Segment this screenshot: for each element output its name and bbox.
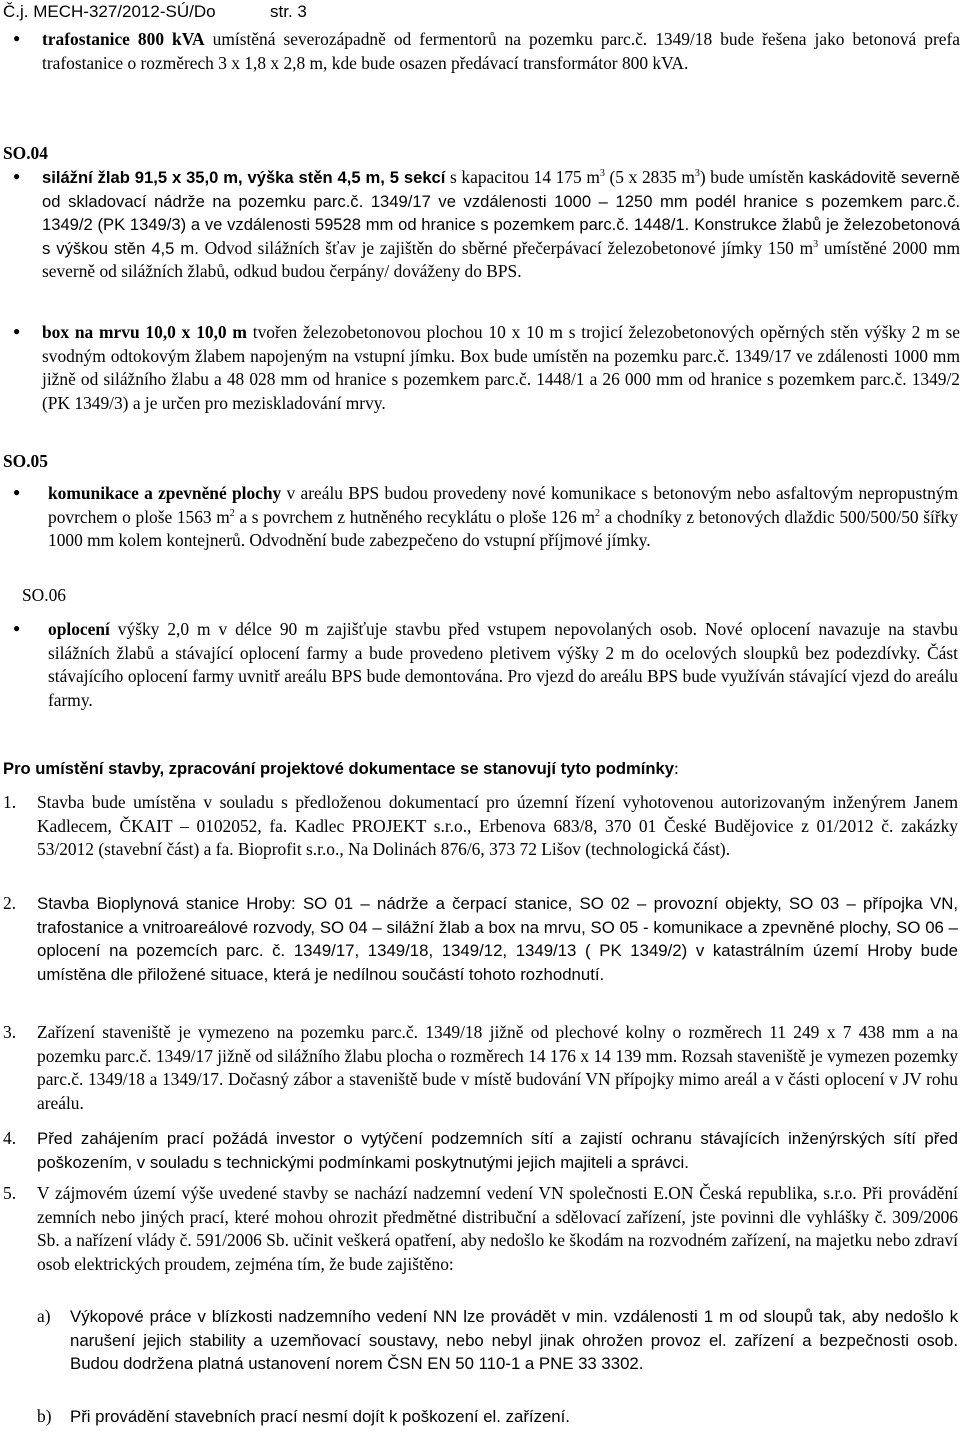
page-number: str. 3 xyxy=(270,2,307,21)
item-body: s kapacitou 14 175 m xyxy=(445,167,600,187)
condition-subitem-letter: a) xyxy=(37,1306,51,1326)
item-komunikace xyxy=(48,482,958,553)
condition-subitem-text: Výkopové práce v blízkosti nadzemního vedení NN lze provádět v min. vzdálenosti 1 m od sloupů tak, aby nedošlo k narušení jejich stability a uzemňovací soustavy, nebo nebyl jinak ohrožen provoz el. zařízení a bezpečnosti osob. Budou dodržena platná ustanovení norem ČSN EN 50 110-1 a PNE 33 3302. xyxy=(70,1307,958,1373)
item-body-sans: kaskádovitě severně od skladovací nádrže na pozemku parc.č. 1349/17 ve vzdálenosti 1000 – 1250 mm podél hranice s pozemkem parc.č. 1349/2 (PK 1349/3) a ve vzdálenosti 59528 mm od hranice s pozemkem parc.č. 1448/1. Konstrukce žlabů je železobetonová s výškou stěn 4,5 m. xyxy=(42,168,960,258)
superscript: 3 xyxy=(694,168,700,179)
conditions-heading-text: Pro umístění stavby, zpracování projektové dokumentace se stanovují tyto podmínky xyxy=(3,759,674,778)
condition-subitem-text: Při provádění stavebních prací nesmí dojít k poškození el. zařízení. xyxy=(70,1407,570,1426)
item-body: ) bude umístěn xyxy=(699,167,804,187)
conditions-heading-colon: : xyxy=(674,758,679,778)
condition-number: 2. xyxy=(3,893,17,913)
bullet-icon: ● xyxy=(13,31,21,45)
condition-number: 3. xyxy=(3,1022,17,1042)
item-body: tvořen železobetonovou plochou 10 x 10 m s trojicí železobetonových opěrných stěn výšky 2 m se svodným odtokovým žlabem napojeným na vstupní jímku. Box bude umístěn na pozemku parc.č. 1349/17 ve zdálenosti 1000 mm jižně od silážního žlabu a 48 028 mm od hranice s pozemkem parc.č. 1448/1 a 26 000 mm od hranice s pozemkem parc.č. 1349/2 (PK 1349/3) a je určen pro meziskladování mrvy. xyxy=(42,322,960,413)
item-body: a chodníky z betonových dlaždic 500/500/50 šířky 1000 mm kolem kontejnerů. Odvodnění bude zabezpečeno do vstupní příjmové jímky. xyxy=(48,506,959,550)
item-title: box na mrvu 10,0 x 10,0 m xyxy=(42,322,247,342)
condition-text: V zájmovém území výše uvedené stavby se nachází nadzemní vedení VN společnosti E.ON Česká republika, s.r.o. Při provádění zemních nebo jiných prací, které mohou ohrozit předmětné distribuční a sdělovací zařízení, jste povinni dle vyhlášky č. 309/2006 Sb. a nařízení vlády č. 591/2006 Sb. učinit veškerá opatření, aby nedošlo ke škodám na rozvodném zařízení, na majetku nebo zdraví osob elektrických proudem, zejména tím, že bude zajištěno: xyxy=(37,1183,958,1274)
item-body: umístěné 2000 mm severně od silážních žlabů, odkud budou čerpány/ dováženy do BPS. xyxy=(42,237,960,281)
condition-number: 5. xyxy=(3,1183,17,1203)
condition-text: Zařízení staveniště je vymezeno na pozemku parc.č. 1349/18 jižně od plechové kolny o rozměrech 11 249 x 7 438 mm a na pozemku parc.č. 1349/17 jižně od silážního žlabu plocha o rozměrech 14 176 x 14 139 mm. Rozsah staveniště je vymezen pozemky parc.č. 1349/18 a 1349/17. Dočasný zábor a staveniště bude v místě budování VN přípojky mimo areál a v části oplocení v JV rohu areálu. xyxy=(37,1022,958,1113)
item-oploceni xyxy=(48,618,958,712)
condition-text: Stavba bude umístěna v souladu s předloženou dokumentací pro územní řízení vyhotovenou autorizovaným inženýrem Janem Kadlecem, ČKAIT – 0102052, fa. Kadlec PROJEKT s.r.o., Erbenova 683/8, 370 01 České Budějovice z 01/2012 č. zakázky 53/2012 (stavební část) a fa. Bioprofit s.r.o., Na Dolinách 876/6, 373 72 Lišov (technologická část). xyxy=(37,792,958,859)
document-reference: Č.j. MECH-327/2012-SÚ/Do xyxy=(3,2,216,21)
superscript: 3 xyxy=(813,238,819,250)
bullet-icon: ● xyxy=(13,621,21,635)
item-box-na-mrvu xyxy=(42,321,960,415)
item-title: trafostanice 800 kVA xyxy=(42,29,205,49)
item-body: Odvod silážních šťav je zajištěn do sběrné přečerpávací železobetonové jímky 150 m xyxy=(198,237,814,258)
condition-subitem-letter: b) xyxy=(37,1406,52,1426)
condition-number: 1. xyxy=(3,792,17,812)
item-body: a s povrchem z hutněného recyklátu o ploše 126 m xyxy=(234,506,596,527)
section-heading-so04: SO.04 xyxy=(3,143,48,163)
bullet-icon: ● xyxy=(13,324,21,338)
item-trafostanice xyxy=(42,28,960,75)
superscript: 2 xyxy=(595,507,601,519)
item-title: komunikace a zpevněné plochy xyxy=(48,483,282,503)
superscript: 2 xyxy=(229,507,235,519)
item-title: silážní žlab 91,5 x 35,0 m, výška stěn 4,5 m, 5 sekcí xyxy=(42,168,446,187)
condition-text: Stavba Bioplynová stanice Hroby: SO 01 – nádrže a čerpací stanice, SO 02 – provozní objekty, SO 03 – přípojka VN, trafostanice a vnitroareálové rozvody, SO 04 – silážní žlab a box na mrvu, SO 05 - komunikace a zpevněné plochy, SO 06 – oplocení na pozemcích parc. č. 1349/17, 1349/18, 1349/12, 1349/13 ( PK 1349/2) v katastrálním území Hroby bude umístěna dle přiložené situace, která je nedílnou součástí tohoto rozhodnutí. xyxy=(37,894,958,984)
item-body: umístěná severozápadně od fermentorů na pozemku parc.č. 1349/18 bude řešena jako betonová prefa trafostanice o rozměrech 3 x 1,8 x 2,8 m, kde bude osazen předávací transformátor 800 kVA. xyxy=(42,29,960,73)
page-header xyxy=(3,2,307,22)
condition-number: 4. xyxy=(3,1128,17,1148)
section-heading-so05: SO.05 xyxy=(3,451,48,471)
item-body: (5 x 2835 m xyxy=(604,167,695,187)
section-heading-so06: SO.06 xyxy=(22,585,66,605)
item-body: výšky 2,0 m v délce 90 m zajišťuje stavbu před vstupem nepovolaných osob. Nové oplocení navazuje na stavbu silážních žlabů a stávající oplocení farmy a bude provedeno pletivem výšky 2 m do ocelových sloupků bez podezdívky. Část stávajícího oplocení farmy uvnitř areálu BPS bude demontována. Pro vjezd do areálu BPS bude využíván stávající vjezd do areálu farmy. xyxy=(48,619,958,710)
item-title: oplocení xyxy=(48,619,110,639)
condition-text: Před zahájením prací požádá investor o vytýčení podzemních sítí a zajistí ochranu stávajících inženýrských sítí před poškozením, v souladu s technickými podmínkami poskytnutými jejich majiteli a správci. xyxy=(37,1129,958,1172)
bullet-icon: ● xyxy=(13,169,21,183)
superscript: 3 xyxy=(599,168,605,179)
item-body: v areálu BPS budou provedeny nové komunikace s betonovým nebo asfaltovým nepropustným povrchem o ploše 1563 m xyxy=(48,483,958,527)
item-silazni-zlab xyxy=(42,166,960,284)
bullet-icon: ● xyxy=(13,485,21,499)
conditions-heading xyxy=(3,757,953,781)
